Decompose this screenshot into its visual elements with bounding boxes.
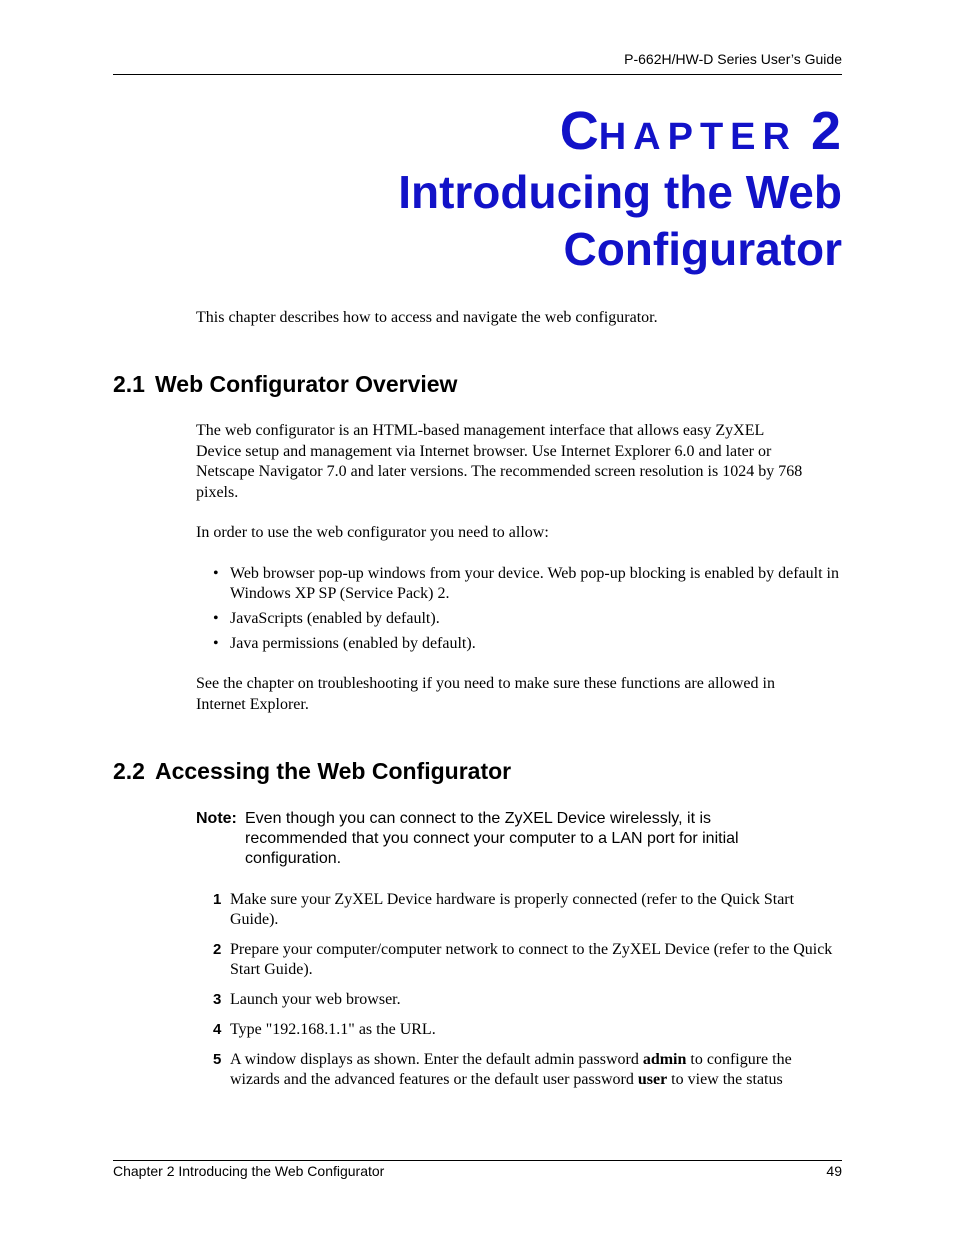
chapter-label-rest: HAPTER — [598, 116, 797, 158]
paragraph-line: Device setup and management via Internet browser. Use Internet Explorer 6.0 and later or — [196, 442, 772, 460]
paragraph-line: Netscape Navigator 7.0 and later versions. The recommended screen resolution is 1024 by 768 — [196, 463, 803, 480]
chapter-title-line1: Introducing the Web — [398, 166, 842, 218]
intro-paragraph: This chapter describes how to access and navigate the web configurator. — [196, 309, 658, 326]
steps-list — [213, 890, 843, 1100]
chapter-title — [242, 164, 842, 278]
chapter-number: 2 — [810, 101, 841, 161]
page-number: 49 — [826, 1163, 842, 1179]
list-item — [213, 990, 843, 1010]
paragraph-line: Internet Explorer. — [196, 695, 309, 713]
step-number: 1 — [213, 891, 222, 908]
list-item — [213, 940, 843, 980]
step-text — [230, 1051, 792, 1088]
chapter-label — [560, 100, 841, 162]
list-item: • Java permissions (enabled by default). — [213, 634, 843, 654]
step-number: 3 — [213, 991, 222, 1008]
step-text: Launch your web browser. — [230, 991, 401, 1008]
header-rule — [113, 74, 842, 75]
note-block — [196, 809, 796, 869]
troubleshooting-paragraph — [196, 674, 846, 715]
user-password: user — [637, 1071, 668, 1088]
paragraph-line: pixels. — [196, 483, 239, 501]
list-item — [213, 1050, 843, 1090]
footer-chapter-title: Chapter 2 Introducing the Web Configurator — [113, 1163, 385, 1179]
guide-title: P-662H/HW-D Series User’s Guide — [624, 51, 842, 67]
chapter-label-initial: C — [559, 101, 599, 161]
note-text: Even though you can connect to the ZyXEL Device wirelessly, it is recommended that you connect your computer to a LAN port for initial configuration. — [245, 810, 739, 867]
paragraph-line: The web configurator is an HTML-based management interface that allows easy ZyXEL — [196, 422, 765, 439]
step-text-part: A window displays as shown. Enter the default admin password — [230, 1051, 643, 1068]
step-number: 4 — [213, 1021, 222, 1038]
step-text: Type "192.168.1.1" as the URL. — [230, 1021, 436, 1038]
section-title: Accessing the Web Configurator — [154, 758, 512, 784]
section-heading-2-1 — [113, 370, 457, 398]
list-item — [213, 1020, 843, 1040]
section-title: Web Configurator Overview — [154, 371, 458, 397]
chapter-title-line2: Configurator — [563, 223, 842, 275]
requirements-intro: In order to use the web configurator you need to allow: — [196, 524, 549, 541]
step-number: 2 — [213, 941, 222, 958]
list-item: • JavaScripts (enabled by default). — [213, 609, 843, 629]
overview-paragraph — [196, 421, 846, 503]
footer-rule — [113, 1160, 842, 1161]
note-label: Note: — [196, 810, 237, 827]
step-number: 5 — [213, 1051, 222, 1068]
section-number: 2.2 — [113, 758, 145, 784]
step-text: Make sure your ZyXEL Device hardware is properly connected (refer to the Quick Start Guide). — [230, 891, 795, 928]
step-text-part: to configure the wizards and the advanced features or the default user password — [230, 1051, 792, 1088]
section-heading-2-2 — [113, 757, 511, 785]
list-item: • Web browser pop-up windows from your device. Web pop-up blocking is enabled by default in Windows XP SP (Service Pack) 2. — [213, 564, 843, 604]
admin-password: admin — [642, 1051, 687, 1068]
paragraph-line: See the chapter on troubleshooting if you need to make sure these functions are allowed in — [196, 675, 775, 692]
list-item — [213, 890, 843, 930]
step-text: Prepare your computer/computer network to connect to the ZyXEL Device (refer to the Quick Start Guide). — [230, 941, 833, 978]
step-text-part: to view the status — [667, 1071, 783, 1088]
requirements-list — [213, 564, 843, 659]
section-number: 2.1 — [113, 371, 145, 397]
